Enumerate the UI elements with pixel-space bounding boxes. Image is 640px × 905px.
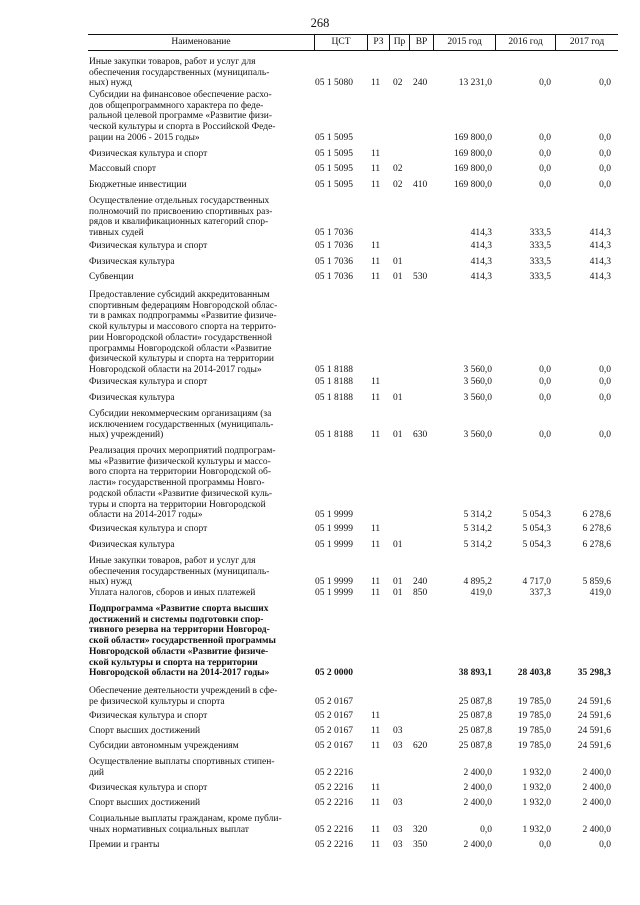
row-name-line: рядов и квалификационных категорий спор- — [89, 217, 269, 228]
cell-y2016: 0,0 — [539, 78, 551, 89]
cell-cst: 05 1 7036 — [315, 228, 353, 239]
cell-y2015: 5 314,2 — [463, 510, 492, 521]
table-row — [0, 741, 640, 752]
cell-y2016: 0,0 — [539, 392, 551, 403]
cell-y2015: 414,3 — [470, 240, 492, 251]
cell-cst: 05 1 5095 — [315, 179, 353, 190]
cell-y2015: 414,3 — [470, 228, 492, 239]
cell-y2016: 0,0 — [539, 148, 551, 159]
table-row — [0, 446, 640, 521]
cell-cst: 05 2 0167 — [315, 740, 353, 751]
row-name-line: ти в рамках подпрограммы «Развитие физиче- — [89, 311, 277, 322]
table-row — [0, 814, 640, 835]
cell-y2016: 0,0 — [539, 179, 551, 190]
row-name-line: рации на 2006 - 2015 годы» — [89, 132, 200, 143]
cell-y2016: 337,3 — [529, 587, 551, 598]
table-row — [0, 726, 640, 737]
table-row — [0, 686, 640, 707]
cell-rz: 11 — [371, 587, 381, 598]
header-2016: 2016 год — [495, 35, 555, 50]
cell-y2015: 25 087,8 — [458, 725, 492, 736]
cell-cst: 05 1 9999 — [315, 510, 353, 521]
cell-cst: 05 1 5080 — [315, 78, 353, 89]
cell-y2017: 414,3 — [589, 271, 611, 282]
cell-y2015: 414,3 — [470, 271, 492, 282]
cell-y2017: 0,0 — [599, 839, 611, 850]
cell-y2017: 0,0 — [599, 392, 611, 403]
cell-rz: 11 — [371, 271, 381, 282]
row-name — [89, 814, 303, 835]
cell-y2016: 0,0 — [539, 132, 551, 143]
row-name-line: дов общепрограммного характера по феде- — [89, 100, 264, 111]
cell-y2016: 333,5 — [529, 271, 551, 282]
cell-cst: 05 1 9999 — [315, 539, 353, 550]
cell-rz: 11 — [371, 376, 381, 387]
cell-y2015: 38 893,1 — [458, 668, 492, 679]
row-name-line: ласти» государственной программы Новго- — [89, 478, 265, 489]
table-row — [0, 711, 640, 722]
row-name-line: ных) учреждений) — [89, 430, 164, 441]
row-name-line: области на 2014-2017 годы» — [89, 510, 203, 521]
row-name-line: Массовый спорт — [89, 164, 157, 174]
cell-pr: 01 — [393, 577, 403, 588]
cell-y2015: 5 314,2 — [463, 523, 492, 534]
table-row — [0, 149, 640, 160]
cell-y2016: 0,0 — [539, 430, 551, 441]
row-name-line: родской области «Развитие физической куль- — [89, 488, 273, 499]
cell-y2015: 2 400,0 — [463, 797, 492, 808]
cell-y2017: 0,0 — [599, 148, 611, 159]
cell-y2015: 0,0 — [480, 824, 492, 835]
cell-cst: 05 1 5095 — [315, 148, 353, 159]
cell-y2017: 0,0 — [599, 78, 611, 89]
table-row — [0, 241, 640, 252]
row-name-line: Субсидии на финансовое обеспечение расхо- — [89, 90, 272, 100]
row-name-line: Новгородской области «Развитие физиче- — [89, 646, 269, 657]
row-name — [89, 686, 303, 707]
cell-cst: 05 1 8188 — [315, 430, 353, 441]
row-name — [89, 290, 303, 376]
row-name — [89, 272, 303, 283]
row-name — [89, 180, 303, 191]
row-name-line: Физическая культура и спорт — [89, 241, 208, 251]
cell-cst: 05 1 7036 — [315, 240, 353, 251]
cell-rz: 11 — [371, 725, 381, 736]
row-name-line: Спорт высших достижений — [89, 798, 201, 808]
cell-y2015: 2 400,0 — [463, 839, 492, 850]
row-name — [89, 524, 303, 535]
cell-y2016: 4 717,0 — [522, 577, 551, 588]
cell-y2017: 0,0 — [599, 132, 611, 143]
row-name-line: спортивным федерациям Новгородской облас- — [89, 300, 278, 311]
cell-y2017: 0,0 — [599, 376, 611, 387]
table-row — [0, 196, 640, 239]
cell-y2017: 35 298,3 — [577, 668, 611, 679]
cell-y2016: 0,0 — [539, 839, 551, 850]
row-name — [89, 540, 303, 551]
cell-y2017: 2 400,0 — [582, 782, 611, 793]
row-name — [89, 446, 303, 521]
row-name-line: исключением государственных (муниципаль- — [89, 419, 274, 430]
cell-cst: 05 2 2216 — [315, 824, 353, 835]
cell-y2016: 0,0 — [539, 163, 551, 174]
cell-y2016: 1 932,0 — [522, 797, 551, 808]
cell-y2016: 333,5 — [529, 240, 551, 251]
cell-y2015: 5 314,2 — [463, 539, 492, 550]
row-name-line: ных) нужд — [89, 577, 132, 588]
cell-cst: 05 1 9999 — [315, 577, 353, 588]
row-name-line: Субсидии некоммерческим организациям (за — [89, 409, 272, 419]
header-cst: ЦСТ — [314, 35, 367, 50]
header-name: Наименование — [171, 37, 231, 47]
cell-vr: 350 — [413, 839, 428, 850]
cell-rz: 11 — [371, 782, 381, 793]
row-name — [89, 798, 303, 809]
row-name — [89, 149, 303, 160]
row-name-line: Физическая культура — [89, 393, 175, 403]
row-name-line: ральной целевой программе «Развитие физи- — [89, 111, 273, 122]
cell-pr: 03 — [393, 839, 403, 850]
row-name-line: Физическая культура и спорт — [89, 711, 208, 721]
cell-y2016: 5 054,3 — [522, 510, 551, 521]
header-rz: РЗ — [367, 35, 389, 50]
row-name-line: Физическая культура и спорт — [89, 524, 208, 534]
cell-y2017: 24 591,6 — [577, 710, 611, 721]
row-name-line: достижений и системы подготовки спор- — [89, 614, 264, 625]
cell-rz: 11 — [371, 148, 381, 159]
row-name — [89, 556, 303, 588]
header-2015: 2015 год — [433, 35, 495, 50]
cell-cst: 05 1 9999 — [315, 587, 353, 598]
table-row — [0, 840, 640, 851]
row-name-line: ре физической культуры и спорта — [89, 696, 225, 707]
cell-y2016: 19 785,0 — [517, 725, 551, 736]
row-name — [89, 741, 303, 752]
row-name — [89, 409, 303, 441]
row-name — [89, 393, 303, 404]
table-row — [0, 290, 640, 376]
table-row — [0, 783, 640, 794]
cell-rz: 11 — [371, 839, 381, 850]
cell-vr: 240 — [413, 78, 428, 89]
row-name-line: Осуществление выплаты спортивных стипен- — [89, 757, 275, 767]
row-name-line: Физическая культура — [89, 540, 175, 550]
row-name-line: Спорт высших достижений — [89, 726, 201, 736]
cell-cst: 05 1 8188 — [315, 364, 353, 375]
cell-y2017: 0,0 — [599, 179, 611, 190]
row-name — [89, 164, 303, 175]
row-name — [89, 257, 303, 268]
row-name-line: Физическая культура и спорт — [89, 149, 208, 159]
row-name-line: полномочий по присвоению спортивных раз- — [89, 206, 273, 217]
cell-y2017: 414,3 — [589, 240, 611, 251]
row-name — [89, 196, 303, 239]
row-name-line: программы Новгородской области «Развитие — [89, 343, 272, 354]
cell-y2015: 3 560,0 — [463, 392, 492, 403]
cell-y2016: 19 785,0 — [517, 696, 551, 707]
cell-cst: 05 1 7036 — [315, 271, 353, 282]
table-row — [0, 272, 640, 283]
cell-rz: 11 — [371, 163, 381, 174]
cell-rz: 11 — [371, 523, 381, 534]
cell-cst: 05 2 2216 — [315, 782, 353, 793]
cell-cst: 05 2 0000 — [315, 668, 353, 679]
cell-rz: 11 — [371, 710, 381, 721]
cell-vr: 530 — [413, 271, 428, 282]
cell-y2015: 13 231,0 — [458, 78, 492, 89]
row-name-line: Премии и гранты — [89, 840, 160, 850]
table-row — [0, 57, 640, 89]
row-name-line: Физическая культура — [89, 257, 175, 267]
row-name — [89, 588, 303, 599]
cell-pr: 01 — [393, 539, 403, 550]
cell-y2015: 419,0 — [470, 587, 492, 598]
row-name-line: Физическая культура и спорт — [89, 783, 208, 793]
row-name-line: чных нормативных социальных выплат — [89, 824, 249, 835]
cell-y2016: 333,5 — [529, 228, 551, 239]
row-name — [89, 377, 303, 388]
row-name-line: Бюджетные инвестиции — [89, 180, 187, 190]
cell-rz: 11 — [371, 797, 381, 808]
cell-rz: 11 — [371, 539, 381, 550]
cell-y2017: 2 400,0 — [582, 767, 611, 778]
row-name-line: Иные закупки товаров, работ и услуг для — [89, 57, 256, 67]
cell-cst: 05 2 0167 — [315, 725, 353, 736]
row-name — [89, 604, 303, 679]
cell-cst: 05 2 0167 — [315, 710, 353, 721]
cell-y2016: 19 785,0 — [517, 740, 551, 751]
row-name-line: Субсидии автономным учреждениям — [89, 741, 239, 751]
table-row — [0, 524, 640, 535]
row-name-line: туры и спорта на территории Новгородской — [89, 499, 266, 510]
table-row — [0, 588, 640, 599]
row-name-line: Новгородской области на 2014-2017 годы» — [89, 668, 270, 679]
table-row — [0, 257, 640, 268]
table-row — [0, 409, 640, 441]
cell-cst: 05 1 5095 — [315, 132, 353, 143]
cell-y2015: 169 800,0 — [454, 148, 492, 159]
row-name — [89, 90, 303, 144]
cell-y2016: 5 054,3 — [522, 523, 551, 534]
cell-pr: 03 — [393, 725, 403, 736]
row-name-line: ных) нужд — [89, 78, 132, 89]
cell-cst: 05 1 7036 — [315, 256, 353, 267]
table-row — [0, 377, 640, 388]
row-name — [89, 711, 303, 722]
header-vr: ВР — [409, 35, 433, 50]
cell-y2015: 2 400,0 — [463, 767, 492, 778]
cell-cst: 05 1 8188 — [315, 376, 353, 387]
row-name-line: физической культуры и спорта на территории — [89, 354, 274, 365]
cell-y2016: 0,0 — [539, 364, 551, 375]
cell-y2015: 25 087,8 — [458, 710, 492, 721]
header-pr: Пр — [389, 35, 409, 50]
row-name-line: Предоставление субсидий аккредитованным — [89, 290, 270, 300]
cell-cst: 05 2 2216 — [315, 839, 353, 850]
row-name-line: обеспечения государственных (муниципаль- — [89, 67, 270, 78]
cell-y2017: 0,0 — [599, 364, 611, 375]
table-row — [0, 180, 640, 191]
cell-vr: 630 — [413, 430, 428, 441]
cell-pr: 01 — [393, 271, 403, 282]
table-header — [88, 34, 618, 51]
cell-y2017: 6 278,6 — [582, 539, 611, 550]
row-name — [89, 241, 303, 252]
cell-y2017: 5 859,6 — [582, 577, 611, 588]
cell-y2015: 3 560,0 — [463, 430, 492, 441]
cell-y2017: 24 591,6 — [577, 740, 611, 751]
cell-y2017: 6 278,6 — [582, 523, 611, 534]
cell-rz: 11 — [371, 256, 381, 267]
cell-pr: 02 — [393, 78, 403, 89]
table-row — [0, 757, 640, 778]
cell-pr: 01 — [393, 430, 403, 441]
table-row — [0, 604, 640, 679]
row-name-line: Уплата налогов, сборов и иных платежей — [89, 588, 256, 598]
row-name — [89, 757, 303, 778]
cell-y2017: 24 591,6 — [577, 725, 611, 736]
cell-y2015: 169 800,0 — [454, 179, 492, 190]
cell-vr: 620 — [413, 740, 428, 751]
cell-vr: 410 — [413, 179, 428, 190]
row-name-line: Физическая культура и спорт — [89, 377, 208, 387]
cell-vr: 320 — [413, 824, 428, 835]
cell-y2016: 1 932,0 — [522, 767, 551, 778]
table-row — [0, 90, 640, 144]
cell-vr: 240 — [413, 577, 428, 588]
row-name-line: тивных судей — [89, 228, 144, 239]
cell-pr: 01 — [393, 392, 403, 403]
cell-y2016: 5 054,3 — [522, 539, 551, 550]
cell-y2017: 24 591,6 — [577, 696, 611, 707]
cell-y2016: 28 403,8 — [517, 668, 551, 679]
cell-rz: 11 — [371, 392, 381, 403]
cell-y2015: 3 560,0 — [463, 364, 492, 375]
cell-y2015: 169 800,0 — [454, 132, 492, 143]
table-row — [0, 540, 640, 551]
cell-rz: 11 — [371, 240, 381, 251]
row-name-line: Новгородской области на 2014-2017 годы» — [89, 364, 262, 375]
table-row — [0, 798, 640, 809]
row-name-line: обеспечения государственных (муниципаль- — [89, 566, 270, 577]
cell-y2015: 414,3 — [470, 256, 492, 267]
cell-y2016: 1 932,0 — [522, 782, 551, 793]
row-name-line: Обеспечение деятельности учреждений в сфе- — [89, 686, 278, 696]
cell-y2016: 19 785,0 — [517, 710, 551, 721]
cell-cst: 05 1 9999 — [315, 523, 353, 534]
cell-y2017: 414,3 — [589, 228, 611, 239]
cell-y2017: 2 400,0 — [582, 824, 611, 835]
row-name-line: мы «Развитие физической культуры и массо- — [89, 456, 271, 467]
cell-rz: 11 — [371, 430, 381, 441]
cell-y2016: 333,5 — [529, 256, 551, 267]
cell-cst: 05 1 8188 — [315, 392, 353, 403]
table-row — [0, 556, 640, 588]
cell-y2015: 4 895,2 — [463, 577, 492, 588]
row-name-line: тивного резерва на территории Новгород- — [89, 625, 270, 636]
cell-y2015: 169 800,0 — [454, 163, 492, 174]
cell-y2015: 2 400,0 — [463, 782, 492, 793]
row-name-line: Осуществление отдельных государственных — [89, 196, 270, 206]
cell-y2017: 419,0 — [589, 587, 611, 598]
row-name-line: Реализация прочих мероприятий подпрограм- — [89, 446, 276, 456]
cell-pr: 01 — [393, 256, 403, 267]
cell-y2015: 25 087,8 — [458, 696, 492, 707]
cell-pr: 02 — [393, 179, 403, 190]
cell-pr: 03 — [393, 740, 403, 751]
row-name-line: рии Новгородской области» государственной — [89, 332, 273, 343]
header-2017: 2017 год — [555, 35, 618, 50]
cell-y2016: 0,0 — [539, 376, 551, 387]
cell-pr: 03 — [393, 797, 403, 808]
row-name — [89, 783, 303, 794]
cell-pr: 02 — [393, 163, 403, 174]
cell-y2015: 3 560,0 — [463, 376, 492, 387]
row-name-line: Подпрограмма «Развитие спорта высших — [89, 604, 269, 614]
cell-rz: 11 — [371, 179, 381, 190]
cell-rz: 11 — [371, 577, 381, 588]
cell-y2017: 0,0 — [599, 163, 611, 174]
cell-rz: 11 — [371, 78, 381, 89]
cell-cst: 05 1 5095 — [315, 163, 353, 174]
row-name-line: Субвенции — [89, 272, 134, 282]
cell-cst: 05 2 0167 — [315, 696, 353, 707]
cell-rz: 11 — [371, 740, 381, 751]
row-name-line: Иные закупки товаров, работ и услуг для — [89, 556, 256, 566]
row-name — [89, 840, 303, 851]
table-row — [0, 164, 640, 175]
cell-cst: 05 2 2216 — [315, 767, 353, 778]
row-name-line: Социальные выплаты гражданам, кроме публи- — [89, 814, 282, 824]
row-name-line: ской культуры и спорта на территории — [89, 657, 258, 668]
cell-y2017: 414,3 — [589, 256, 611, 267]
cell-cst: 05 2 2216 — [315, 797, 353, 808]
row-name — [89, 57, 303, 89]
row-name-line: вого спорта на территории Новгородской об- — [89, 467, 272, 478]
cell-y2017: 2 400,0 — [582, 797, 611, 808]
cell-vr: 850 — [413, 587, 428, 598]
cell-y2015: 25 087,8 — [458, 740, 492, 751]
row-name-line: ской культуры и массового спорта на террито- — [89, 322, 277, 333]
table-row — [0, 393, 640, 404]
cell-pr: 01 — [393, 587, 403, 598]
cell-y2017: 6 278,6 — [582, 510, 611, 521]
row-name — [89, 726, 303, 737]
cell-y2017: 0,0 — [599, 430, 611, 441]
cell-pr: 03 — [393, 824, 403, 835]
page-number: 268 — [310, 16, 330, 30]
cell-y2016: 1 932,0 — [522, 824, 551, 835]
row-name-line: ской области» государственной программы — [89, 636, 276, 647]
row-name-line: дий — [89, 767, 105, 778]
cell-rz: 11 — [371, 824, 381, 835]
row-name-line: ческой культуры и спорта в Российской Феде- — [89, 122, 276, 133]
